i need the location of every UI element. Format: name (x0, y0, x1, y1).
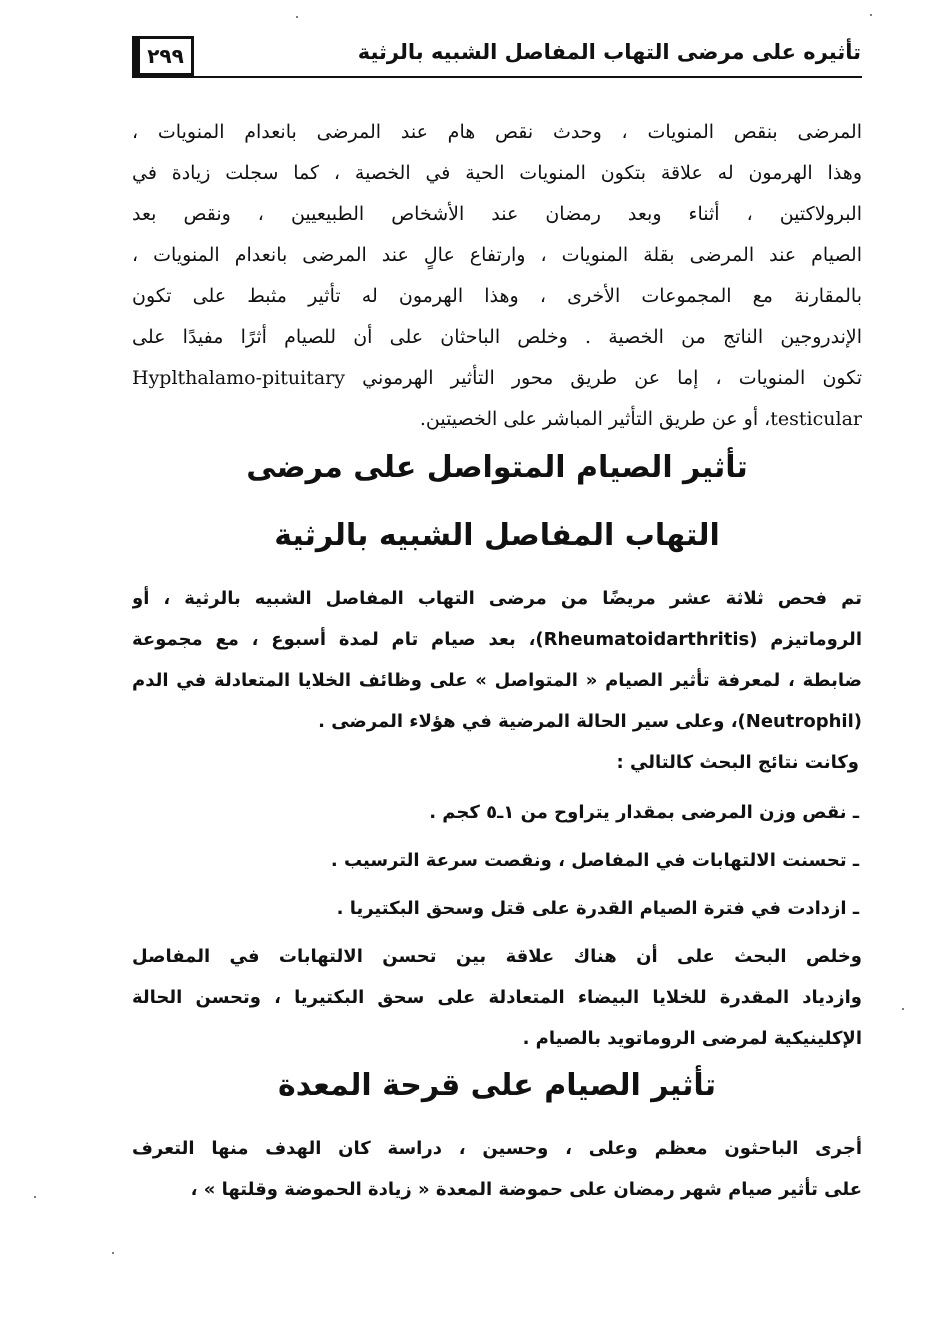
text-line: على تأثير صيام شهر رمضان على حموضة المعدة « زيادة الحموضة وقلتها » ، (190, 1179, 862, 1200)
scan-speck (112, 1252, 114, 1254)
section-heading: تأثير الصيام على قرحة المعدة (278, 1068, 716, 1103)
page-number (132, 36, 194, 76)
text-line: تم فحص ثلاثة عشر مريضًا من مرضى التهاب المفاصل الشبيه بالرثية ، أو (132, 588, 862, 609)
text-line: الإندروجين الناتج من الخصية . وخلص الباحثان على أن للصيام أثرًا مفيدًا على (132, 326, 862, 348)
text-line: البرولاكتين ، أثناء وبعد رمضان عند الأشخاص الطبيعيين ، ونقص بعد (132, 203, 862, 225)
text-line: تكون المنويات ، إما عن طريق محور التأثير الهرموني Hyplthalamo-pituitary (132, 367, 862, 389)
section-heading: التهاب المفاصل الشبيه بالرثية (274, 518, 720, 553)
result-bullet: ـ نقص وزن المرضى بمقدار يتراوح من ١ـ٥ كجم . (429, 802, 859, 823)
header-rule (132, 76, 862, 78)
running-title: تأثيره على مرضى التهاب المفاصل الشبيه بالرثية (357, 40, 861, 64)
scan-speck (902, 1008, 904, 1010)
paragraph-ulcer-study (132, 1128, 862, 1210)
text-line: المرضى بنقص المنويات ، وحدث نقص هام عند المرضى بانعدام المنويات ، (132, 121, 862, 143)
page-number-text: ٢٩٩ (147, 44, 184, 68)
scan-speck (34, 1196, 36, 1198)
section-heading: تأثير الصيام المتواصل على مرضى (246, 450, 748, 485)
text-line: testicular، أو عن طريق التأثير المباشر على الخصيتين. (419, 408, 862, 430)
text-line: أجرى الباحثون معظم وعلى ، وحسين ، دراسة كان الهدف منها التعرف (132, 1138, 862, 1159)
results-intro: وكانت نتائج البحث كالتالي : (616, 752, 859, 773)
text-line: ضابطة ، لمعرفة تأثير الصيام « المتواصل » على وظائف الخلايا المتعادلة في الدم (132, 670, 862, 691)
text-line: الروماتيزم (Rheumatoidarthritis)، بعد صيام تام لمدة أسبوع ، مع مجموعة (132, 629, 862, 650)
paragraph-hormones (132, 112, 862, 440)
text-line: وازدياد المقدرة للخلايا البيضاء المتعادلة على سحق البكتيريا ، وتحسن الحالة (132, 987, 862, 1008)
result-bullet: ـ ازدادت في فترة الصيام القدرة على قتل وسحق البكتيريا . (336, 898, 859, 919)
text-line: وخلص البحث على أن هناك علاقة بين تحسن الالتهابات في المفاصل (132, 946, 862, 967)
result-bullet: ـ تحسنت الالتهابات في المفاصل ، ونقصت سرعة الترسيب . (330, 850, 859, 871)
paragraph-conclusion (132, 936, 862, 1059)
scan-speck (296, 16, 298, 18)
text-line: وهذا الهرمون له علاقة بتكون المنويات الحية في الخصية ، كما سجلت زيادة في (132, 162, 862, 184)
text-line: بالمقارنة مع المجموعات الأخرى ، وهذا الهرمون له تأثير مثبط على تكون (132, 285, 862, 307)
scan-speck (870, 14, 872, 16)
text-line: الصيام عند المرضى بقلة المنويات ، وارتفاع عالٍ عند المرضى بانعدام المنويات ، (132, 244, 862, 266)
text-line: (Neutrophil)، وعلى سير الحالة المرضية في هؤلاء المرضى . (318, 711, 862, 732)
paragraph-arthritis-study (132, 578, 862, 742)
text-line: الإكلينيكية لمرضى الروماتويد بالصيام . (522, 1028, 862, 1049)
